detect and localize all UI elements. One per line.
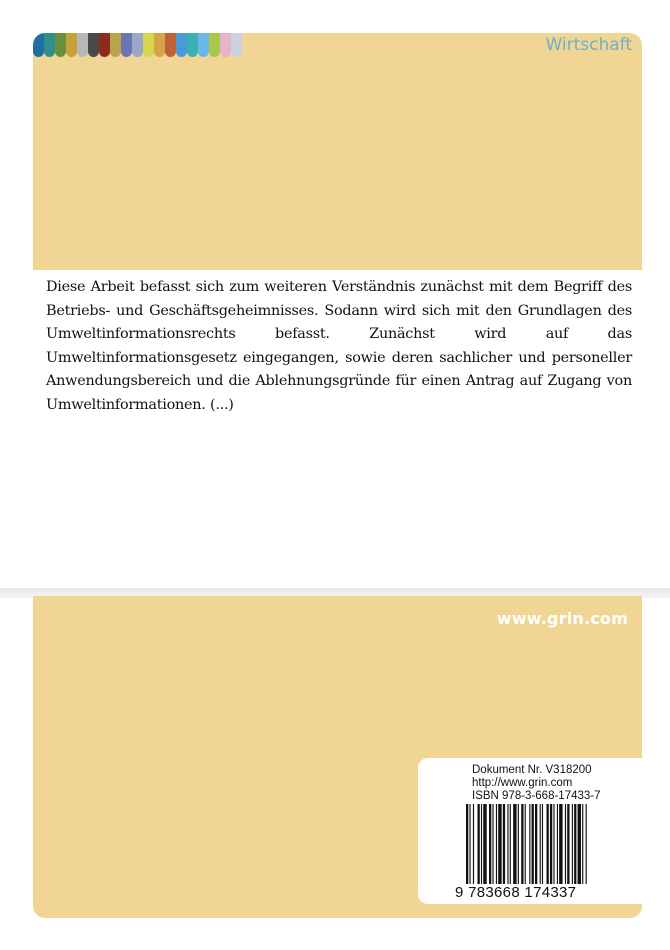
barcode-bar	[535, 804, 537, 884]
barcode-bar	[473, 804, 474, 884]
barcode-bar	[557, 804, 558, 884]
document-number: Dokument Nr. V318200	[472, 764, 592, 776]
isbn: ISBN 978-3-668-17433-7	[472, 790, 601, 802]
barcode-box	[418, 758, 642, 904]
color-stripe	[110, 33, 121, 57]
barcode-bar	[525, 804, 526, 884]
barcode-bar	[518, 804, 519, 884]
color-stripe	[176, 33, 187, 57]
color-stripe	[132, 33, 143, 57]
color-stripe	[121, 33, 132, 57]
barcode-bar	[469, 804, 470, 884]
barcode-bar	[586, 804, 587, 884]
barcode-bar	[559, 804, 562, 884]
barcode-bar	[483, 804, 486, 884]
color-stripes	[33, 33, 242, 57]
barcode-bar	[567, 804, 569, 884]
barcode-bar	[529, 804, 530, 884]
abstract-area	[33, 270, 642, 592]
color-stripe	[154, 33, 165, 57]
color-stripe	[198, 33, 209, 57]
barcode-bar	[510, 804, 511, 884]
barcode-bar	[578, 804, 581, 884]
color-stripe	[143, 33, 154, 57]
barcode-bar	[532, 804, 534, 884]
cover-top-panel	[33, 33, 642, 270]
abstract-text: Diese Arbeit befasst sich zum weiteren Verständnis zunächst mit dem Begriff des Betriebs- und Geschäftsgeheimnisses. Sodann wird sich mit den Grundlagen des Umweltinformationsrechts befasst. Zunächst wird auf das Umweltinformationsgesetz eingegangen, sowie deren sachlicher und personeller Anwendungsbereich und die Ablehnungsgründe für einen Antrag auf Zugang von Umweltinformationen. (...)	[46, 279, 632, 413]
barcode-bar	[513, 804, 516, 884]
barcode-bar	[574, 804, 576, 884]
barcode	[466, 804, 624, 884]
barcode-bar	[550, 804, 552, 884]
document-url: http://www.grin.com	[472, 777, 573, 789]
color-stripe	[187, 33, 198, 57]
barcode-bar	[478, 804, 480, 884]
color-stripe	[44, 33, 55, 57]
barcode-bar	[507, 804, 508, 884]
barcode-bar	[489, 804, 491, 884]
color-stripe	[231, 33, 242, 57]
barcode-bar	[498, 804, 501, 884]
barcode-bar	[553, 804, 554, 884]
color-stripe	[55, 33, 66, 57]
barcode-bar	[542, 804, 543, 884]
barcode-bar	[492, 804, 493, 884]
barcode-bar	[547, 804, 549, 884]
barcode-bar	[481, 804, 482, 884]
color-stripe	[88, 33, 99, 57]
barcode-bar	[572, 804, 573, 884]
category-label: Wirtschaft	[545, 35, 632, 55]
color-stripe	[99, 33, 110, 57]
color-stripe	[165, 33, 176, 57]
color-stripe	[33, 33, 44, 57]
color-stripe	[209, 33, 220, 57]
barcode-bar	[565, 804, 566, 884]
publisher-website: www.grin.com	[496, 609, 628, 628]
barcode-bar	[582, 804, 583, 884]
barcode-digits: 9 783668 174337	[455, 884, 577, 901]
barcode-bar	[521, 804, 523, 884]
barcode-bar	[503, 804, 505, 884]
color-stripe	[220, 33, 231, 57]
barcode-bar	[540, 804, 541, 884]
document-meta	[472, 764, 601, 803]
color-stripe	[77, 33, 88, 57]
barcode-bar	[466, 804, 468, 884]
barcode-bar	[496, 804, 497, 884]
color-stripe	[66, 33, 77, 57]
